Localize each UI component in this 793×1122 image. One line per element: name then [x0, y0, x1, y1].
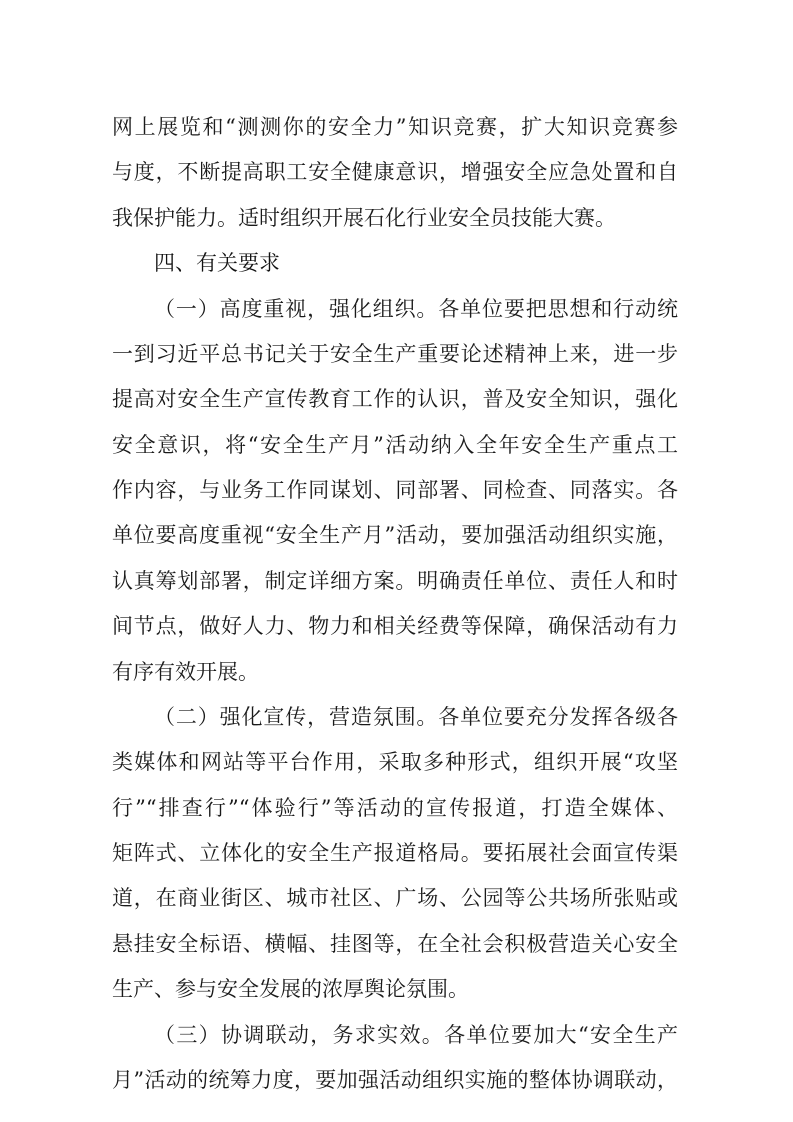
text-line: 矩阵式、立体化的安全生产报道格局。要拓展社会面宣传渠 — [112, 841, 678, 865]
text-line: （三）协调联动，务求实效。各单位要加大“安全生产 — [154, 1023, 678, 1047]
text-line: 悬挂安全标语、横幅、挂图等，在全社会积极营造关心安全 — [112, 932, 678, 956]
text-line: 月”活动的统筹力度，要加强活动组织实施的整体协调联动， — [112, 1068, 678, 1092]
text-line: 生产、参与安全发展的浓厚舆论氛围。 — [112, 977, 469, 1001]
text-line: 我保护能力。适时组织开展石化行业安全员技能大赛。 — [112, 206, 616, 230]
text-line: 与度，不断提高职工安全健康意识，增强安全应急处置和自 — [112, 160, 678, 184]
text-line: 一到习近平总书记关于安全生产重要论述精神上来，进一步 — [112, 342, 678, 366]
text-line: 有序有效开展。 — [112, 660, 259, 684]
text-line: 认真筹划部署，制定详细方案。明确责任单位、责任人和时 — [112, 569, 678, 593]
text-line: 间节点，做好人力、物力和相关经费等保障，确保活动有力 — [112, 614, 678, 638]
text-line: 类媒体和网站等平台作用，采取多种形式，组织开展“攻坚 — [112, 750, 678, 774]
text-line: 安全意识，将“安全生产月”活动纳入全年安全生产重点工 — [112, 433, 678, 457]
text-line: 道，在商业街区、城市社区、广场、公园等公共场所张贴或 — [112, 886, 678, 910]
text-line: 作内容，与业务工作同谋划、同部署、同检查、同落实。各 — [112, 478, 678, 502]
text-line: （二）强化宣传，营造氛围。各单位要充分发挥各级各 — [154, 705, 678, 729]
text-line: （一）高度重视，强化组织。各单位要把思想和行动统 — [154, 297, 678, 321]
text-line: 提高对安全生产宣传教育工作的认识，普及安全知识，强化 — [112, 387, 678, 411]
text-line: 网上展览和“测测你的安全力”知识竞赛，扩大知识竞赛参 — [112, 115, 678, 139]
text-line: 行”“排查行”“体验行”等活动的宣传报道，打造全媒体、 — [112, 796, 678, 820]
section-heading: 四、有关要求 — [154, 251, 280, 275]
text-line: 单位要高度重视“安全生产月”活动，要加强活动组织实施， — [112, 523, 678, 547]
